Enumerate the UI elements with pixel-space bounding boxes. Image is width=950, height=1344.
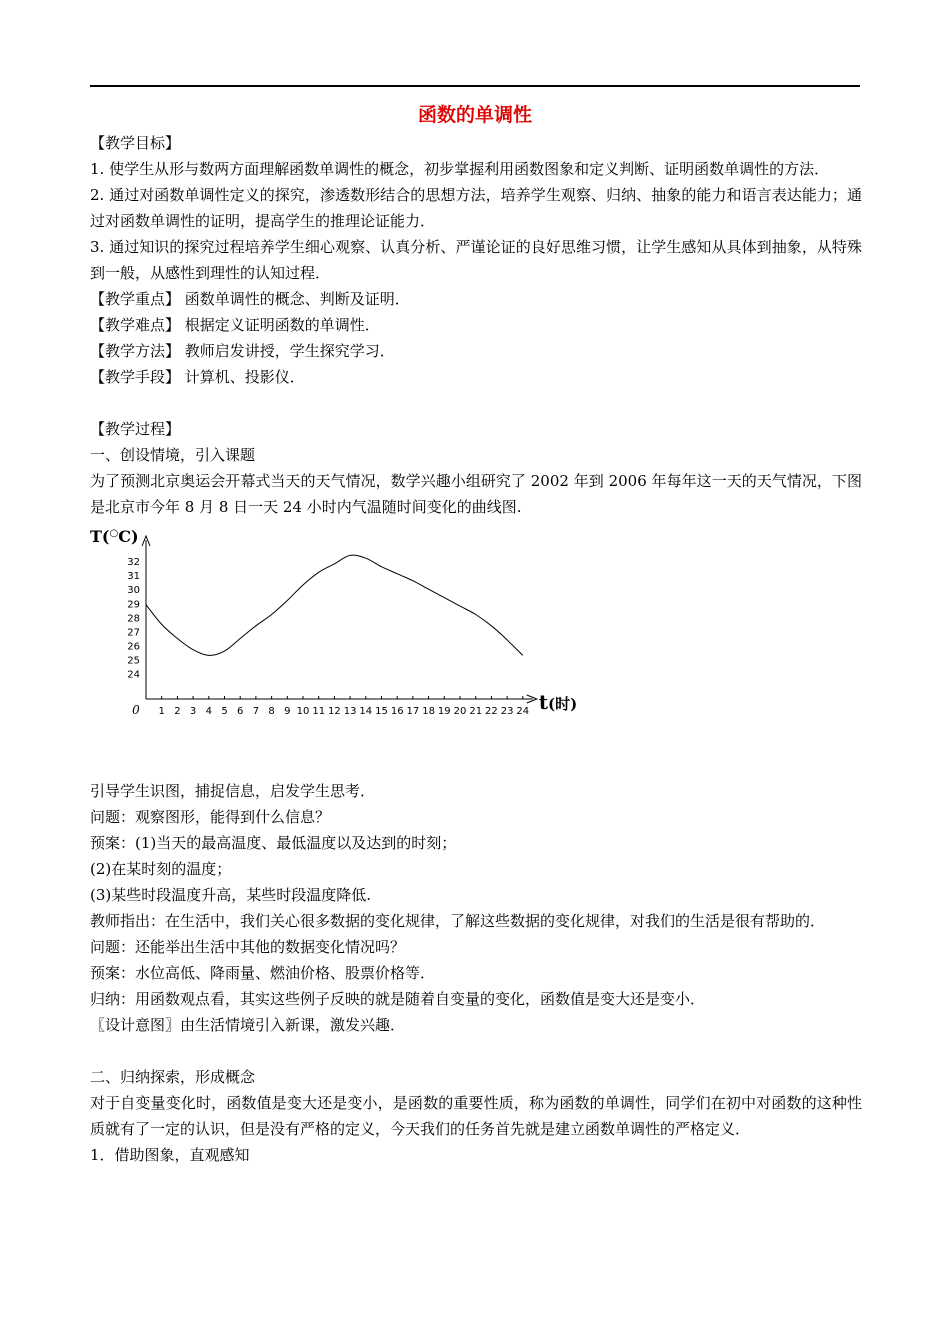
temperature-chart — [88, 520, 862, 778]
objective-item: 1. 使学生从形与数两方面理解函数单调性的概念，初步掌握利用函数图象和定义判断、证明函数单调性的方法． — [90, 160, 830, 178]
x-tick-label: 12 — [328, 706, 341, 717]
objective-item: 2. 通过对函数单调性定义的探究，渗透数形结合的思想方法，培养学生观察、归纳、抽象的能力和语言表达能力；通过对函数单调性的证明，提高学生的推理论证能力． — [90, 186, 862, 230]
section2-paragraph: 对于自变量变化时，函数值是变大还是变小，是函数的重要性质，称为函数的单调性，同学们在初中对函数的这种性质就有了一定的认识，但是没有严格的定义，今天我们的任务首先就是建立函数单调性的严格定义． — [90, 1094, 862, 1138]
y-tick-label: 32 — [127, 557, 140, 569]
after-chart-line: 引导学生识图，捕捉信息，启发学生思考． — [90, 782, 376, 800]
x-axis-label: t(时) — [538, 690, 578, 714]
x-tick-label: 11 — [312, 706, 326, 717]
after-chart-line: 〖设计意图〗由生活情境引入新课，激发兴趣． — [90, 1016, 406, 1034]
document-body — [90, 130, 862, 1168]
header-rule — [90, 85, 860, 87]
x-tick-label: 13 — [343, 706, 357, 717]
x-tick-label: 7 — [252, 706, 260, 717]
after-chart-line: 预案：(1)当天的最高温度、最低温度以及达到的时刻； — [90, 834, 457, 852]
x-tick-label: 2 — [174, 706, 181, 717]
after-chart-line: 问题：还能举出生活中其他的数据变化情况吗？ — [90, 938, 406, 956]
objective-item: 3. 通过知识的探究过程培养学生细心观察、认真分析、严谨论证的良好思维习惯，让学生感知从具体到抽象，从特殊到一般，从感性到理性的认知过程． — [90, 238, 862, 282]
temperature-curve — [146, 555, 523, 655]
page-title: 函数的单调性 — [417, 104, 532, 126]
x-tick-label: 22 — [485, 706, 498, 717]
y-tick-label: 30 — [127, 585, 140, 597]
x-tick-label: 20 — [453, 706, 467, 717]
x-tick-label: 19 — [437, 706, 451, 717]
temperature-chart-svg — [88, 520, 588, 778]
x-tick-label: 1 — [158, 706, 165, 717]
x-tick-label: 5 — [221, 706, 228, 717]
y-tick-label: 28 — [127, 613, 140, 625]
x-tick-label: 8 — [268, 706, 275, 717]
after-chart-line: 预案：水位高低、降雨量、燃油价格、股票价格等． — [90, 964, 436, 982]
y-tick-label: 31 — [127, 571, 140, 583]
x-tick-label: 21 — [469, 706, 483, 717]
after-chart-line: 教师指出：在生活中，我们关心很多数据的变化规律，了解这些数据的变化规律，对我们的生活是很有帮助的． — [90, 912, 826, 930]
section1-heading: 一、创设情境，引入课题 — [90, 446, 256, 464]
key-points: 【教学重点】 函数单调性的概念、判断及证明． — [90, 290, 410, 308]
x-tick-label: 3 — [189, 706, 197, 717]
x-tick-label: 4 — [205, 706, 212, 717]
section2-heading: 二、归纳探索，形成概念 — [90, 1068, 256, 1086]
after-chart-line: 归纳：用函数观点看，其实这些例子反映的就是随着自变量的变化，函数值是变大还是变小． — [90, 990, 706, 1008]
after-chart-line: (2)在某时刻的温度； — [90, 860, 232, 878]
y-tick-label: 27 — [127, 627, 140, 639]
x-tick-label: 9 — [284, 706, 291, 717]
origin-label: 0 — [132, 703, 140, 717]
y-tick-label: 29 — [127, 599, 140, 611]
y-tick-label: 25 — [127, 655, 140, 667]
section2-item1: 1．借助图象，直观感知 — [90, 1146, 250, 1164]
x-tick-label: 17 — [406, 706, 420, 717]
objectives-heading: 【教学目标】 — [90, 134, 181, 152]
x-tick-label: 23 — [500, 706, 514, 717]
section1-intro: 为了预测北京奥运会开幕式当天的天气情况，数学兴趣小组研究了 2002 年到 2006 年每年这一天的天气情况，下图是北京市今年 8 月 8 日一天 24 小时内气温随时间变化的曲线图. — [90, 472, 862, 516]
x-tick-label: 15 — [375, 706, 388, 717]
difficulty: 【教学难点】 根据定义证明函数的单调性． — [90, 316, 380, 334]
process-heading: 【教学过程】 — [90, 420, 181, 438]
teaching-method: 【教学方法】 教师启发讲授，学生探究学习． — [90, 342, 395, 360]
after-chart-line: (3)某些时段温度升高，某些时段温度降低. — [90, 886, 372, 904]
x-tick-label: 18 — [422, 706, 435, 717]
x-tick-label: 10 — [296, 706, 310, 717]
after-chart-line: 问题：观察图形，能得到什么信息？ — [90, 808, 331, 826]
x-tick-label: 24 — [516, 706, 530, 717]
y-tick-label: 26 — [127, 641, 140, 653]
x-tick-label: 6 — [237, 706, 244, 717]
teaching-means: 【教学手段】 计算机、投影仪． — [90, 368, 305, 386]
x-tick-label: 16 — [390, 706, 404, 717]
x-tick-label: 14 — [359, 706, 373, 717]
y-tick-label: 24 — [127, 669, 140, 681]
y-axis-label: T(○C) — [90, 527, 139, 546]
